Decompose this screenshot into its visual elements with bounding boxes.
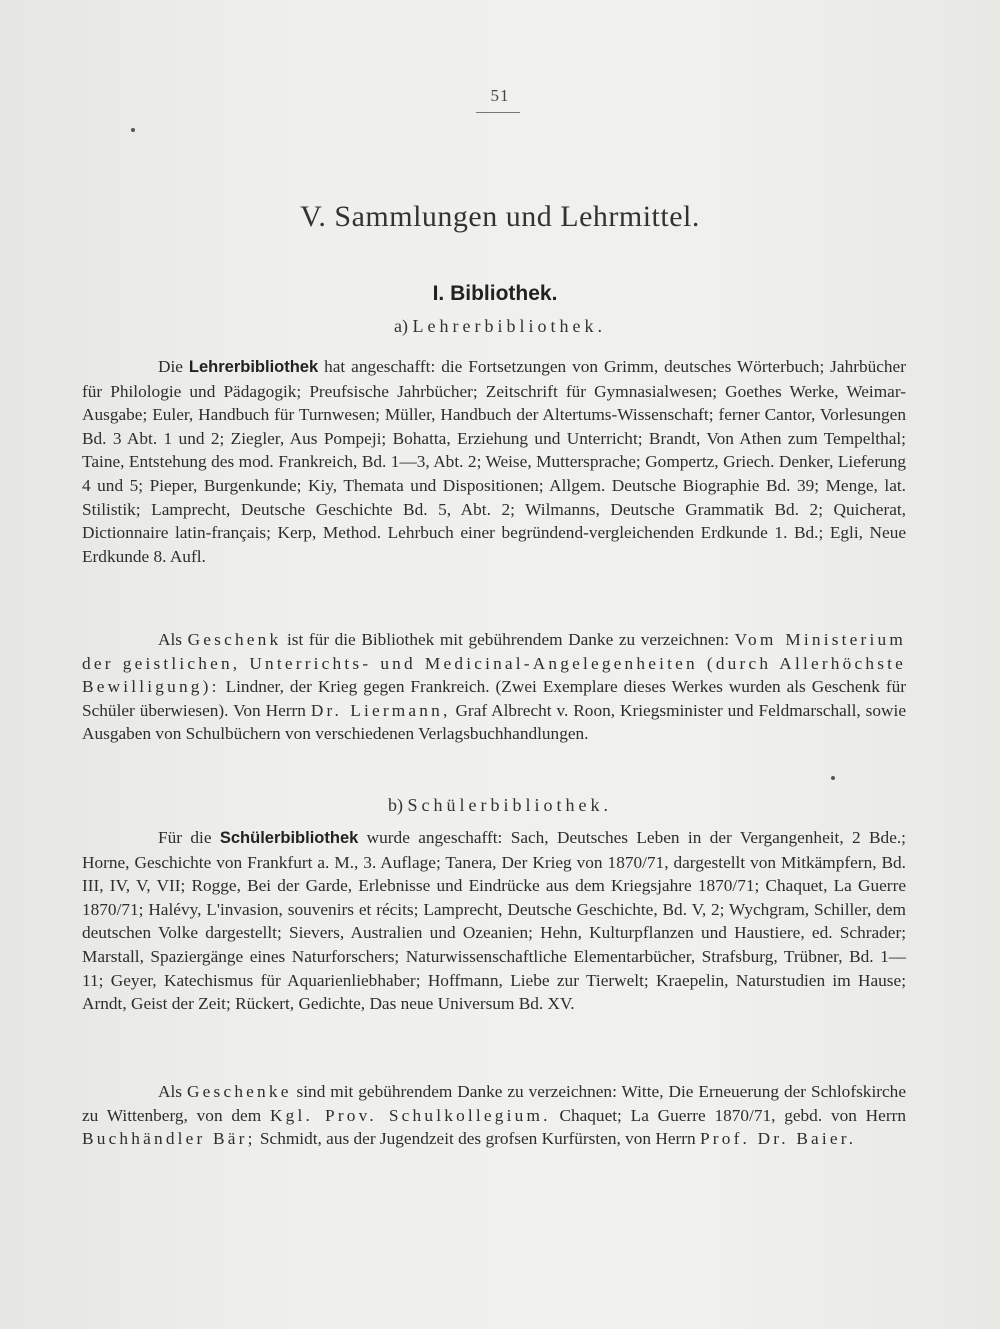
page-number: 51	[490, 86, 510, 105]
paragraph-lead: Als	[158, 1082, 183, 1101]
spaced-term-geschenke: Geschenke	[186, 1082, 292, 1101]
subsection-prefix: b)	[388, 795, 403, 815]
paragraph-body: ist für die Bibliothek mit gebührendem Danke zu verzeichnen:	[286, 630, 730, 649]
spaced-term-ministerium: Vom Ministerium der geistlichen, Unterrichts- und Medicinal-Angelegenheiten (durch Allerhöchste Bewilligung):	[82, 630, 906, 697]
spaced-term-schulkollegium: Kgl. Prov. Schulkollegium.	[269, 1105, 551, 1125]
chapter-title: V. Sammlungen und Lehrmittel.	[300, 200, 700, 233]
subsection-title-lehrerbibliothek	[0, 316, 1000, 337]
paragraph-lehrer-gifts	[82, 628, 906, 746]
paragraph-schueler-acquisitions	[82, 826, 906, 1016]
paragraph-body: Chaquet; La Guerre 1870/71, gebd. von Herrn	[559, 1105, 906, 1125]
spaced-term-geschenk: Geschenk	[187, 630, 282, 649]
paragraph-body: Schmidt, aus der Jugendzeit des grofsen Kurfürsten, von Herrn	[259, 1129, 696, 1149]
section-title: I. Bibliothek.	[432, 282, 558, 305]
paragraph-body: hat angeschafft: die Fortsetzungen von Grimm, deutsches Wörterbuch; Jahrbücher für Philologie und Pädagogik; Preufsische Jahrbücher; Zeitschrift für Gymnasialwesen; Goethes Werke, Weimar-Ausgabe; Euler, Handbuch für Turnwesen; Müller, Handbuch der Altertums-Wissenschaft; ferner Cantor, Vorlesungen Bd. 3 Abt. 1 und 2; Ziegler, Aus Pompeji; Bohatta, Erziehung und Unterricht; Brandt, Von Athen zum Tempelthal; Taine, Entstehung des mod. Frankreich, Bd. 1—3, Abt. 2; Weise, Muttersprache; Gompertz, Griech. Denker, Lieferung 4 und 5; Pieper, Burgenkunde; Kiy, Themata und Dispositionen; Allgem. Deutsche Biographie Bd. 39; Menge, lat. Stilistik; Lamprecht, Deutsche Geschichte Bd. 5, Abt. 2; Wilmanns, Deutsche Grammatik Bd. 2; Quicherat, Dictionnaire latin-français; Kerp, Method. Lehrbuch einer begründend-vergleichenden Erdkunde 1. Bd.; Egli, Neue Erdkunde 8. Aufl.	[82, 357, 906, 566]
page-number-underline	[476, 112, 520, 113]
subsection-label: Lehrerbibliothek.	[412, 316, 606, 336]
paragraph-schueler-gifts	[82, 1080, 906, 1151]
paragraph-body: wurde angeschafft: Sach, Deutsches Leben in der Vergangenheit, 2 Bde.; Horne, Geschichte von Frankfurt a. M., 3. Auflage; Tanera, Der Krieg von 1870/71, dargestellt von Mitkämpfern, Bd. III, IV, V, VII; Rogge, Bei der Garde, Erlebnisse und Eindrücke aus dem Kriegsjahre 1870/71; Chaquet, La Guerre 1870/71; Halévy, L'invasion, souvenirs et récits; Lamprecht, Deutsche Geschichte, Bd. V, 2; Wychgram, Schiller, dem deutschen Volke dargestellt; Sievers, Australien und Ozeanien; Hehn, Kulturpflanzen und Haustiere, ed. Schrader; Marstall, Spaziergänge eines Naturforschers; Naturwissenschaftliche Elementarbücher, Strafsburg, Trübner, Bd. 1—11; Geyer, Katechismus für Aquarienliebhaber; Hoffmann, Liebe zur Tierwelt; Kraepelin, Naturstudien im Hause; Arndt, Geist der Zeit; Rückert, Gedichte, Das neue Universum Bd. XV.	[82, 828, 906, 1014]
paragraph-lead: Für die	[158, 828, 212, 847]
spaced-term-baier: Prof. Dr. Baier.	[700, 1129, 857, 1149]
spaced-term-liermann: Dr. Liermann,	[310, 700, 451, 720]
bold-term-schuelerbibliothek: Schülerbibliothek	[219, 829, 359, 847]
paragraph-body: Graf Albrecht v. Roon, Kriegsminister und Feldmarschall, sowie Ausgaben von Schulbüchern von verschiedenen Verlagsbuchhandlungen.	[82, 700, 906, 744]
spaced-term-baer: Buchhändler Bär;	[82, 1129, 256, 1149]
subsection-title-schuelerbibliothek	[0, 795, 1000, 816]
paragraph-body: sind mit gebührendem Danke zu verzeichnen: Witte, Die Erneuerung der Schlofskirche zu Wittenberg, von dem	[82, 1082, 906, 1125]
paragraph-lehrer-acquisitions	[82, 355, 906, 568]
subsection-prefix: a)	[394, 316, 408, 336]
subsection-label: Schülerbibliothek.	[407, 795, 612, 815]
paragraph-lead: Als	[158, 630, 183, 649]
print-speck	[831, 776, 835, 780]
print-speck	[131, 128, 135, 132]
bold-term-lehrerbibliothek: Lehrerbibliothek	[188, 358, 319, 376]
paragraph-body: Lindner, der Krieg gegen Frankreich. (Zwei Exemplare dieses Werkes wurden als Geschenk für Schüler überwiesen). Von Herrn	[82, 677, 906, 720]
paragraph-lead: Die	[158, 357, 183, 376]
